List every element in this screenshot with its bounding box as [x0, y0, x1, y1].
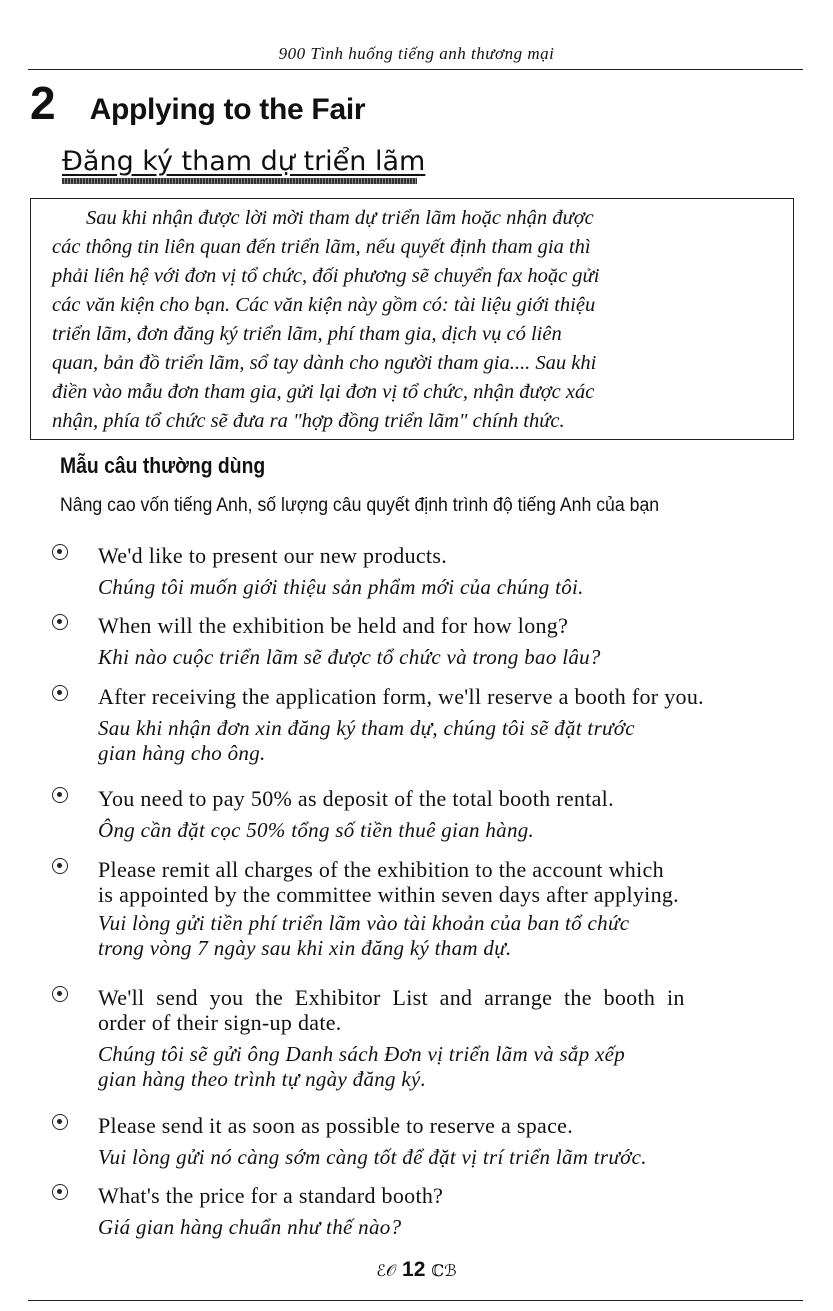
phrase-vietnamese: Giá gian hàng chuẩn như thế nào? — [98, 1215, 402, 1239]
left-ornament: ℰ𝒪 — [376, 1261, 397, 1280]
phrase-english: order of their sign-up date. — [98, 1010, 342, 1035]
phrase-english: Please send it as soon as possible to reserve a space. — [98, 1113, 574, 1138]
phrase-item — [52, 985, 812, 1092]
phrase-vietnamese: Vui lòng gửi tiền phí triển lãm vào tài khoản của ban tổ chức — [98, 911, 630, 935]
footer-rule — [28, 1300, 803, 1301]
header-rule — [28, 69, 803, 70]
subtitle-decorative-bar — [62, 178, 417, 184]
phrase-vietnamese: Vui lòng gửi nó càng sớm càng tốt để đặt vị trí triển lãm trước. — [98, 1145, 647, 1169]
bullet-icon — [52, 685, 68, 701]
phrase-item — [52, 857, 812, 961]
phrase-vietnamese: Ông cần đặt cọc 50% tổng số tiền thuê gian hàng. — [98, 818, 535, 842]
intro-line: quan, bản đồ triển lãm, sổ tay dành cho người tham gia.... Sau khi — [52, 352, 597, 374]
phrase-item — [52, 543, 812, 600]
intro-line: các thông tin liên quan đến triển lãm, nếu quyết định tham gia thì — [52, 236, 591, 258]
bullet-icon — [52, 858, 68, 874]
chapter-subtitle: Đăng ký tham dự triển lãm — [62, 146, 426, 177]
section-heading: Mẫu câu thường dùng — [60, 453, 266, 478]
intro-line: phải liên hệ với đơn vị tổ chức, đối phương sẽ chuyển fax hoặc gửi — [52, 265, 600, 287]
phrase-vietnamese: Khi nào cuộc triển lãm sẽ được tổ chức và trong bao lâu? — [98, 645, 601, 669]
phrase-vietnamese: gian hàng theo trình tự ngày đăng ký. — [98, 1067, 427, 1091]
phrase-item — [52, 613, 812, 670]
phrase-vietnamese: gian hàng cho ông. — [98, 741, 266, 765]
phrase-vietnamese: Chúng tôi muốn giới thiệu sản phẩm mới của chúng tôi. — [98, 575, 584, 599]
intro-line: Sau khi nhận được lời mời tham dự triển lãm hoặc nhận được — [86, 207, 594, 229]
bullet-icon — [52, 544, 68, 560]
section-tagline: Nâng cao vốn tiếng Anh, số lượng câu quyết định trình độ tiếng Anh của bạn — [60, 495, 660, 516]
intro-line: điền vào mẫu đơn tham gia, gửi lại đơn vị tổ chức, nhận được xác — [52, 381, 595, 403]
bullet-icon — [52, 986, 68, 1002]
page-number: 12 — [402, 1258, 426, 1281]
phrase-english: You need to pay 50% as deposit of the total booth rental. — [98, 786, 614, 811]
phrase-vietnamese: Chúng tôi sẽ gửi ông Danh sách Đơn vị triển lãm và sắp xếp — [98, 1042, 626, 1066]
phrase-english: We'd like to present our new products. — [98, 543, 448, 568]
intro-line: nhận, phía tổ chức sẽ đưa ra "hợp đồng triển lãm" chính thức. — [52, 410, 565, 432]
intro-paragraph — [52, 204, 792, 436]
phrase-english: is appointed by the committee within seven days after applying. — [98, 882, 679, 907]
phrase-item — [52, 1113, 812, 1170]
intro-line: triển lãm, đơn đăng ký triển lãm, phí tham gia, dịch vụ có liên — [52, 323, 562, 345]
phrase-english: We'll send you the Exhibitor List and arrange the booth in — [98, 985, 685, 1010]
phrase-vietnamese: trong vòng 7 ngày sau khi xin đăng ký tham dự. — [98, 936, 512, 960]
bullet-icon — [52, 1184, 68, 1200]
bullet-icon — [52, 614, 68, 630]
phrase-english: What's the price for a standard booth? — [98, 1183, 444, 1208]
intro-line: các văn kiện cho bạn. Các văn kiện này gồm có: tài liệu giới thiệu — [52, 294, 596, 316]
page-footer — [0, 1258, 833, 1282]
right-ornament: ℂℬ — [431, 1261, 457, 1280]
bullet-icon — [52, 787, 68, 803]
phrase-english: When will the exhibition be held and for how long? — [98, 613, 569, 638]
phrase-item — [52, 1183, 812, 1240]
chapter-heading — [30, 77, 366, 129]
running-header-title: 900 Tình huống tiếng anh thương mại — [278, 44, 555, 63]
phrase-item — [52, 684, 812, 766]
phrase-item — [52, 786, 812, 843]
chapter-number: 2 — [30, 77, 56, 129]
phrase-english: Please remit all charges of the exhibition to the account which — [98, 857, 664, 882]
bullet-icon — [52, 1114, 68, 1130]
phrase-vietnamese: Sau khi nhận đơn xin đăng ký tham dự, chúng tôi sẽ đặt trước — [98, 716, 635, 740]
phrase-english: After receiving the application form, we'll reserve a booth for you. — [98, 684, 704, 709]
chapter-title: Applying to the Fair — [89, 93, 366, 126]
